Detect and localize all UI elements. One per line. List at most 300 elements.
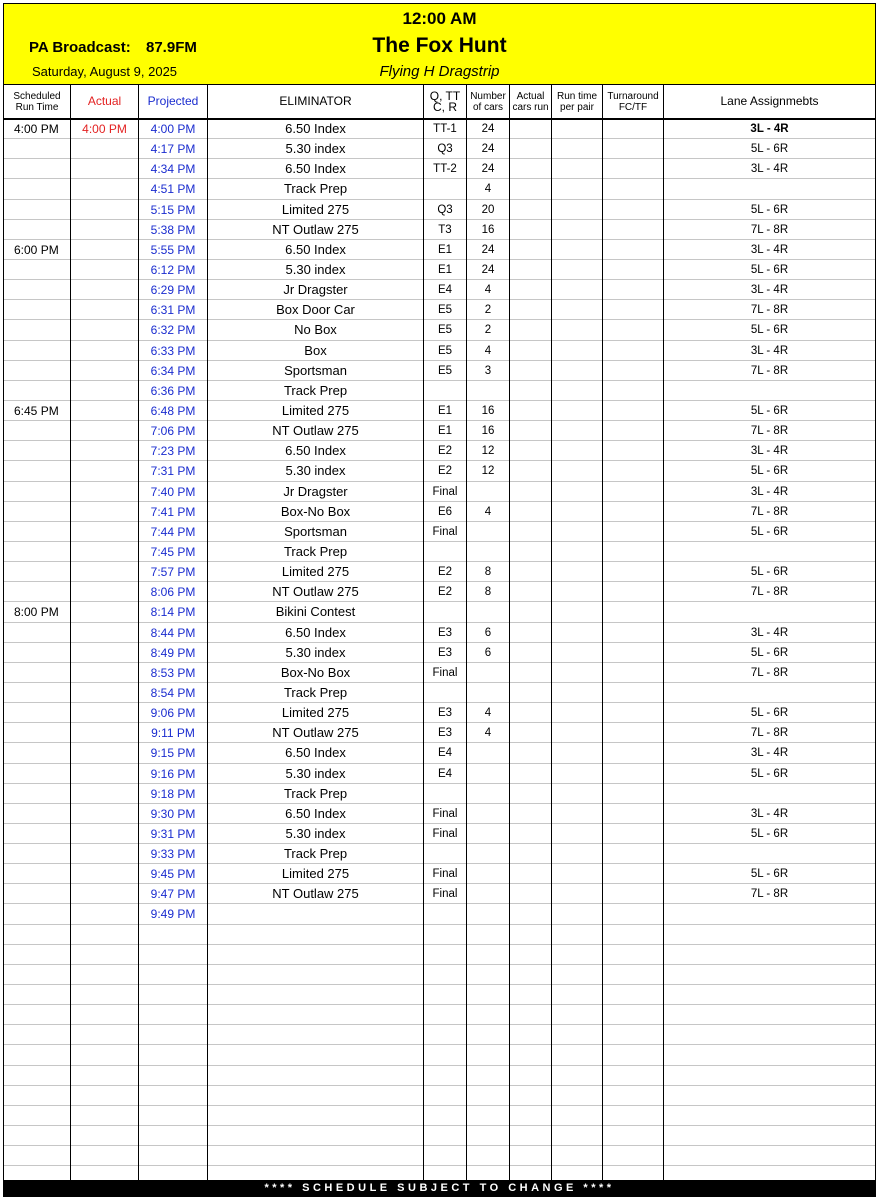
car-count: 24 (481, 263, 495, 276)
actual-time (71, 280, 138, 299)
car-count: 4 (484, 727, 492, 740)
projected-time: 7:41 PM (150, 504, 196, 519)
eliminator-class: 5.30 index (285, 765, 346, 781)
table-row (4, 461, 875, 481)
schedule-disclaimer-footer: **** SCHEDULE SUBJECT TO CHANGE **** (4, 1180, 875, 1196)
scheduled-time (4, 824, 70, 843)
table-row (4, 663, 875, 683)
projected-time: 6:36 PM (150, 383, 196, 398)
projected-time: 9:49 PM (150, 907, 196, 922)
eliminator-class: NT Outlaw 275 (272, 584, 359, 600)
header-banner (4, 4, 875, 85)
table-row (4, 804, 875, 824)
table-row (4, 904, 875, 924)
round-code: Final (432, 888, 458, 901)
col-eliminator: ELIMINATOR (208, 85, 424, 118)
eliminator-class: NT Outlaw 275 (272, 221, 359, 237)
col-run-time-per-pair: Run time per pair (552, 85, 603, 118)
actual-time (71, 502, 138, 521)
table-row (4, 179, 875, 199)
scheduled-time (4, 643, 70, 662)
lane-assignment (664, 602, 875, 621)
car-count: 24 (481, 123, 495, 135)
projected-time: 5:15 PM (150, 202, 196, 217)
venue-name: Flying H Dragstrip (379, 63, 500, 80)
actual-time (71, 643, 138, 662)
eliminator-class: 6.50 Index (285, 161, 346, 177)
table-row (4, 643, 875, 663)
scheduled-time (4, 179, 70, 198)
eliminator-class: Limited 275 (281, 201, 350, 217)
car-count: 3 (484, 364, 492, 377)
scheduled-time (4, 663, 70, 682)
round-code: E1 (437, 404, 453, 417)
eliminator-class: 5.30 index (285, 141, 346, 157)
car-count: 16 (481, 425, 495, 438)
actual-time (71, 522, 138, 541)
eliminator-class: Box-No Box (280, 664, 351, 680)
actual-time (71, 381, 138, 400)
projected-time: 8:54 PM (150, 685, 196, 700)
actual-time (71, 804, 138, 823)
scheduled-time (4, 341, 70, 360)
lane-assignment: 5L - 6R (750, 566, 789, 579)
table-row (4, 139, 875, 159)
projected-time: 9:31 PM (150, 826, 196, 841)
table-row (4, 381, 875, 401)
scheduled-time (4, 723, 70, 742)
car-count: 12 (481, 445, 495, 458)
lane-assignment: 7L - 8R (750, 666, 789, 679)
projected-time: 4:00 PM (150, 122, 196, 136)
round-code: E1 (437, 425, 453, 438)
car-count (467, 884, 509, 903)
projected-time: 9:06 PM (150, 706, 196, 721)
col-lane-assignments: Lane Assignmebts (720, 94, 819, 108)
round-code (424, 381, 466, 400)
table-row-blank (4, 1146, 875, 1166)
actual-time (71, 542, 138, 561)
eliminator-class: Jr Dragster (283, 282, 348, 298)
projected-time: 9:16 PM (150, 766, 196, 781)
table-row (4, 361, 875, 381)
round-code: E2 (437, 586, 453, 599)
projected-time: 6:48 PM (150, 403, 196, 418)
car-count: 24 (481, 143, 495, 156)
table-row (4, 743, 875, 763)
table-row (4, 683, 875, 703)
column-divider (423, 85, 424, 1180)
actual-time (71, 461, 138, 480)
projected-time: 6:12 PM (150, 262, 196, 277)
lane-assignment: 3L - 4R (750, 163, 789, 176)
projected-time: 6:31 PM (150, 303, 196, 318)
table-row-blank (4, 1025, 875, 1045)
column-divider (551, 85, 552, 1180)
column-divider (466, 85, 467, 1180)
scheduled-time (4, 683, 70, 702)
lane-assignment: 7L - 8R (750, 727, 789, 740)
round-code: E4 (437, 284, 453, 297)
table-row (4, 582, 875, 602)
event-title: The Fox Hunt (372, 34, 507, 57)
lane-assignment: 5L - 6R (750, 868, 789, 881)
scheduled-time (4, 562, 70, 581)
projected-time: 7:06 PM (150, 424, 196, 439)
lane-assignment: 7L - 8R (750, 304, 789, 317)
table-row (4, 623, 875, 643)
table-row (4, 119, 875, 139)
car-count: 16 (481, 223, 495, 236)
table-row (4, 844, 875, 864)
column-divider (602, 85, 603, 1180)
car-count (467, 743, 509, 762)
scheduled-time: 8:00 PM (14, 605, 59, 620)
lane-assignment: 3L - 4R (750, 344, 789, 357)
projected-time: 8:06 PM (150, 585, 196, 600)
projected-time: 7:23 PM (150, 444, 196, 459)
scheduled-time (4, 743, 70, 762)
projected-time: 4:51 PM (150, 182, 196, 197)
eliminator-class: Limited 275 (281, 866, 350, 882)
eliminator-class: 6.50 Index (285, 745, 346, 761)
car-count: 12 (481, 465, 495, 478)
event-date: Saturday, August 9, 2025 (32, 64, 178, 79)
actual-time (71, 904, 138, 923)
table-row (4, 280, 875, 300)
projected-time: 5:38 PM (150, 222, 196, 237)
table-row-blank (4, 1086, 875, 1106)
round-code: Q3 (437, 143, 453, 156)
scheduled-time (4, 884, 70, 903)
table-row (4, 602, 875, 622)
actual-time (71, 200, 138, 219)
table-row (4, 884, 875, 904)
lane-assignment: 5L - 6R (750, 767, 789, 780)
round-code: E3 (437, 707, 453, 720)
actual-time (71, 421, 138, 440)
car-count (467, 522, 509, 541)
round-code: Final (432, 868, 458, 881)
actual-time (71, 562, 138, 581)
car-count: 24 (481, 163, 495, 176)
car-count: 4 (484, 344, 492, 357)
car-count (467, 602, 509, 621)
scheduled-time: 4:00 PM (14, 122, 59, 136)
actual-time (71, 683, 138, 702)
round-code (424, 904, 466, 923)
projected-time: 6:32 PM (150, 323, 196, 338)
lane-assignment: 7L - 8R (750, 888, 789, 901)
car-count (467, 824, 509, 843)
column-divider (509, 85, 510, 1180)
eliminator-class: Track Prep (283, 382, 348, 398)
actual-time (71, 159, 138, 178)
table-row (4, 482, 875, 502)
actual-time (71, 723, 138, 742)
actual-time (71, 784, 138, 803)
table-row (4, 723, 875, 743)
projected-time: 6:29 PM (150, 283, 196, 298)
actual-time (71, 884, 138, 903)
table-row (4, 200, 875, 220)
table-row (4, 421, 875, 441)
header-time: 12:00 AM (402, 9, 477, 28)
round-code: E5 (437, 344, 453, 357)
lane-assignment (664, 381, 875, 400)
round-code (424, 844, 466, 863)
actual-time (71, 844, 138, 863)
car-count: 4 (484, 707, 492, 720)
actual-time (71, 764, 138, 783)
table-row (4, 159, 875, 179)
round-code: T3 (438, 223, 452, 236)
column-divider (663, 85, 664, 1180)
projected-time: 8:49 PM (150, 645, 196, 660)
table-row-blank (4, 1066, 875, 1086)
scheduled-time (4, 220, 70, 239)
projected-time: 7:45 PM (150, 544, 196, 559)
scheduled-time: 6:45 PM (14, 403, 59, 418)
eliminator-class: Limited 275 (281, 564, 350, 580)
round-code (424, 602, 466, 621)
eliminator-class: Box-No Box (280, 503, 351, 519)
scheduled-time (4, 502, 70, 521)
table-row-blank (4, 1126, 875, 1146)
actual-time (71, 623, 138, 642)
actual-time (71, 179, 138, 198)
round-code: E5 (437, 324, 453, 337)
car-count: 4 (484, 183, 492, 196)
car-count (467, 904, 509, 923)
lane-assignment: 7L - 8R (750, 223, 789, 236)
round-code (424, 179, 466, 198)
eliminator-class: 6.50 Index (285, 805, 346, 821)
schedule-sheet (3, 3, 876, 1197)
eliminator-class: 5.30 index (285, 261, 346, 277)
projected-time: 9:47 PM (150, 887, 196, 902)
round-code: Final (432, 807, 458, 820)
lane-assignment: 5L - 6R (750, 203, 789, 216)
lane-assignment (664, 542, 875, 561)
eliminator-class: NT Outlaw 275 (272, 725, 359, 741)
eliminator-class: Jr Dragster (283, 483, 348, 499)
eliminator-class: 5.30 index (285, 644, 346, 660)
lane-assignment: 5L - 6R (750, 827, 789, 840)
eliminator-class: Bikini Contest (275, 604, 356, 620)
lane-assignment: 3L - 4R (750, 626, 789, 639)
projected-time: 9:15 PM (150, 746, 196, 761)
car-count: 2 (484, 304, 492, 317)
car-count (467, 381, 509, 400)
table-row (4, 562, 875, 582)
actual-time: 4:00 PM (82, 122, 127, 136)
table-row (4, 260, 875, 280)
car-count (467, 542, 509, 561)
actual-time (71, 441, 138, 460)
table-row (4, 542, 875, 562)
table-row (4, 502, 875, 522)
scheduled-time (4, 381, 70, 400)
table-row-blank (4, 1045, 875, 1065)
eliminator-class: 6.50 Index (285, 121, 346, 136)
projected-time: 9:18 PM (150, 786, 196, 801)
scheduled-time (4, 522, 70, 541)
lane-assignment (664, 683, 875, 702)
actual-time (71, 260, 138, 279)
scheduled-time (4, 421, 70, 440)
car-count (467, 482, 509, 501)
scheduled-time (4, 582, 70, 601)
actual-time (71, 300, 138, 319)
column-divider (207, 85, 208, 1180)
scheduled-time (4, 482, 70, 501)
round-code: E1 (437, 243, 453, 256)
eliminator-class: Limited 275 (281, 402, 350, 418)
scheduled-time (4, 361, 70, 380)
round-code: Final (432, 485, 458, 498)
lane-assignment: 3L - 4R (750, 485, 789, 498)
table-row-blank (4, 945, 875, 965)
round-code: E3 (437, 646, 453, 659)
actual-time (71, 743, 138, 762)
column-divider (138, 85, 139, 1180)
scheduled-time (4, 844, 70, 863)
schedule-table-body (4, 119, 875, 1186)
scheduled-time (4, 764, 70, 783)
eliminator-class: 6.50 Index (285, 443, 346, 459)
column-divider (70, 85, 71, 1180)
car-count: 8 (484, 586, 492, 599)
projected-time: 8:44 PM (150, 625, 196, 640)
actual-time (71, 582, 138, 601)
projected-time: 5:55 PM (150, 242, 196, 257)
round-code: Q3 (437, 203, 453, 216)
scheduled-time (4, 804, 70, 823)
eliminator-class: 6.50 Index (285, 241, 346, 257)
round-code: E6 (437, 505, 453, 518)
table-row (4, 764, 875, 784)
projected-time: 6:34 PM (150, 363, 196, 378)
pa-broadcast-frequency: 87.9FM (146, 39, 197, 56)
projected-time: 9:30 PM (150, 806, 196, 821)
projected-time: 7:31 PM (150, 464, 196, 479)
projected-time: 7:57 PM (150, 565, 196, 580)
eliminator-class: Sportsman (284, 362, 347, 378)
eliminator-class: Limited 275 (281, 705, 350, 721)
actual-time (71, 401, 138, 420)
eliminator-class: Track Prep (283, 684, 348, 700)
col-actual: Actual (71, 85, 139, 118)
projected-time: 6:33 PM (150, 343, 196, 358)
table-row (4, 240, 875, 260)
table-row (4, 401, 875, 421)
actual-time (71, 864, 138, 883)
actual-time (71, 482, 138, 501)
round-code: Final (432, 827, 458, 840)
table-row (4, 703, 875, 723)
eliminator-class: No Box (294, 322, 337, 338)
round-code: E4 (437, 747, 453, 760)
actual-time (71, 361, 138, 380)
eliminator-class: Track Prep (283, 543, 348, 559)
projected-time: 8:53 PM (150, 665, 196, 680)
car-count: 24 (481, 243, 495, 256)
round-code: TT-2 (433, 163, 457, 176)
lane-assignment: 5L - 6R (750, 404, 789, 417)
scheduled-time (4, 542, 70, 561)
table-row (4, 824, 875, 844)
pa-broadcast-label: PA Broadcast: (29, 39, 131, 56)
car-count (467, 764, 509, 783)
table-row (4, 441, 875, 461)
table-row-blank (4, 925, 875, 945)
round-code: E2 (437, 445, 453, 458)
round-code: E5 (437, 364, 453, 377)
eliminator-class: NT Outlaw 275 (272, 886, 359, 902)
scheduled-time (4, 159, 70, 178)
col-scheduled-run-time: Scheduled Run Time (4, 85, 71, 118)
eliminator-class: Box (304, 342, 327, 358)
scheduled-time (4, 200, 70, 219)
scheduled-time (4, 784, 70, 803)
scheduled-time: 6:00 PM (14, 242, 59, 257)
lane-assignment (664, 784, 875, 803)
col-number-of-cars: Number of cars (467, 85, 510, 118)
table-row (4, 784, 875, 804)
table-row (4, 522, 875, 542)
round-code: E4 (437, 767, 453, 780)
table-row-blank (4, 965, 875, 985)
scheduled-time (4, 320, 70, 339)
round-code (424, 542, 466, 561)
scheduled-time (4, 441, 70, 460)
projected-time: 9:33 PM (150, 847, 196, 862)
projected-time: 9:11 PM (151, 726, 195, 741)
car-count: 16 (481, 404, 495, 417)
lane-assignment: 5L - 6R (750, 324, 789, 337)
car-count (467, 864, 509, 883)
col-projected: Projected (139, 85, 208, 118)
eliminator-class: Sportsman (284, 523, 347, 539)
eliminator-class: 5.30 index (285, 825, 346, 841)
table-row-blank (4, 1106, 875, 1126)
eliminator-class: 6.50 Index (285, 624, 346, 640)
lane-assignment: 3L - 4R (750, 284, 789, 297)
car-count: 6 (484, 646, 492, 659)
projected-time: 8:14 PM (150, 605, 196, 620)
eliminator-class (208, 904, 423, 923)
lane-assignment: 5L - 6R (750, 143, 789, 156)
actual-time (71, 220, 138, 239)
round-code: E5 (437, 304, 453, 317)
eliminator-class: Track Prep (283, 785, 348, 801)
car-count: 20 (481, 203, 495, 216)
round-code (424, 784, 466, 803)
lane-assignment: 3L - 4R (750, 747, 789, 760)
scheduled-time (4, 864, 70, 883)
lane-assignment: 5L - 6R (750, 525, 789, 538)
scheduled-time (4, 300, 70, 319)
lane-assignment: 7L - 8R (750, 586, 789, 599)
car-count: 8 (484, 566, 492, 579)
table-row-blank (4, 985, 875, 1005)
lane-assignment: 5L - 6R (750, 263, 789, 276)
table-row (4, 320, 875, 340)
car-count (467, 844, 509, 863)
round-code: E3 (437, 727, 453, 740)
car-count (467, 804, 509, 823)
